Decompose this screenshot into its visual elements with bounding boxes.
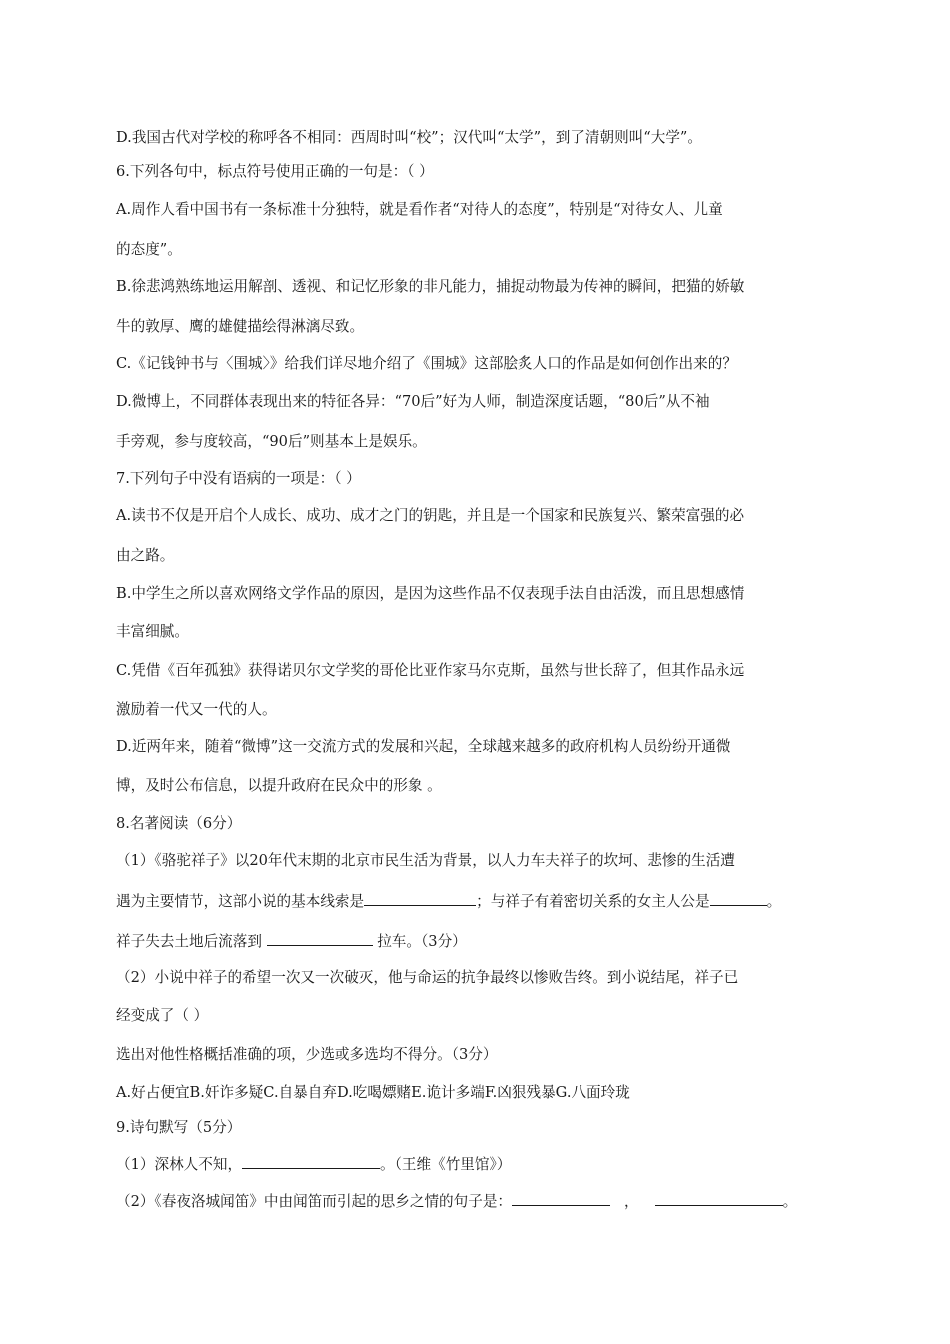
q9-part1-text-b: 。（王维《竹里馆》）	[380, 1156, 512, 1173]
q7-option-b-line1: B.中学生之所以喜欢网络文学作品的原因，是因为这些作品不仅表现手法自由活泼，而且思想感情	[116, 585, 745, 602]
q6-option-a-line2: 的态度”。	[116, 241, 182, 258]
q7-option-a-line2: 由之路。	[116, 547, 175, 564]
q6-option-d-line2: 手旁观，参与度较高，“90后”则基本上是娱乐。	[116, 433, 427, 450]
q8-options: A.好占便宜B.奸诈多疑C.自暴自弃D.吃喝嫖赌E.诡计多端F.凶狠残暴G.八面玲珑	[116, 1084, 630, 1101]
q8-part1-line1: （1）《骆驼祥子》以20年代末期的北京市民生活为背景，以人力车夫祥子的坎坷、悲惨的生活遭	[116, 852, 735, 869]
q7-option-c-line2: 激励着一代又一代的人。	[116, 701, 277, 718]
q7-option-d-line1: D.近两年来，随着“微博”这一交流方式的发展和兴起，全球越来越多的政府机构人员纷纷开通微	[116, 738, 731, 755]
answer-blank[interactable]	[710, 890, 767, 906]
q7-option-b-line2: 丰富细腻。	[116, 623, 189, 640]
q7-option-c-line1: C.凭借《百年孤独》获得诺贝尔文学奖的哥伦比亚作家马尔克斯，虽然与世长辞了，但其作品永远	[116, 662, 745, 679]
q9-part1-text-a: （1）深林人不知，	[116, 1156, 243, 1173]
q8-part1-text-b: ；与祥子有着密切关系的女主人公是	[476, 893, 710, 910]
q6-option-c: C.《记钱钟书与〈围城〉》给我们详尽地介绍了《围城》这部脍炙人口的作品是如何创作出来的？	[116, 355, 737, 372]
answer-blank[interactable]	[364, 890, 476, 906]
q8-part2-line1: （2）小说中祥子的希望一次又一次破灭，他与命运的抗争最终以惨败告终。到小说结尾，祥子已	[116, 969, 739, 986]
q9-part2-text-b: ，	[624, 1193, 639, 1210]
q9-part2-text-a: （2）《春夜洛城闻笛》中由闻笛而引起的思乡之情的句子是：	[116, 1193, 513, 1210]
q5-option-d: D.我国古代对学校的称呼各不相同：西周时叫“校”；汉代叫“太学”，到了清朝则叫“大学”。	[116, 129, 702, 146]
q6-option-b-line2: 牛的敦厚、鹰的雄健描绘得淋漓尽致。	[116, 318, 365, 335]
q8-part1-text-e: 拉车。（3分）	[372, 933, 467, 950]
q8-part1-text-a: 遇为主要情节，这部小说的基本线索是	[116, 893, 365, 910]
q8-part1-line3	[116, 930, 467, 952]
q6-stem: 6.下列各句中，标点符号使用正确的一句是：（ ）	[116, 163, 434, 180]
q8-part1-line2	[116, 890, 781, 912]
q8-part2-line3: 选出对他性格概括准确的项，少选或多选均不得分。（3分）	[116, 1046, 498, 1063]
q9-part1	[116, 1153, 511, 1175]
q8-part1-text-d: 祥子失去土地后流落到	[116, 933, 267, 950]
answer-blank[interactable]	[267, 930, 373, 946]
q6-option-d-line1: D.微博上，不同群体表现出来的特征各异：“70后”好为人师，制造深度话题，“80后”从不袖	[116, 393, 710, 410]
q9-part2-text-c: 。	[782, 1193, 798, 1210]
q8-part2-line2: 经变成了（ ）	[116, 1007, 209, 1024]
q7-option-a-line1: A.读书不仅是开启个人成长、成功、成才之门的钥匙，并且是一个国家和民族复兴、繁荣富强的必	[116, 507, 745, 524]
q9-part2	[116, 1190, 797, 1212]
answer-blank[interactable]	[655, 1190, 783, 1206]
q7-stem: 7.下列句子中没有语病的一项是：（ ）	[116, 470, 361, 487]
answer-blank[interactable]	[512, 1190, 610, 1206]
q6-option-b-line1: B.徐悲鸿熟练地运用解剖、透视、和记忆形象的非凡能力，捕捉动物最为传神的瞬间，把猫的娇敏	[116, 278, 745, 295]
q8-stem: 8.名著阅读（6分）	[116, 815, 242, 832]
answer-blank[interactable]	[242, 1153, 380, 1169]
q6-option-a-line1: A.周作人看中国书有一条标准十分独特，就是看作者“对待人的态度”，特别是“对待女人、儿童	[116, 201, 723, 218]
q8-part1-text-c: 。	[766, 893, 782, 910]
q7-option-d-line2: 博，及时公布信息，以提升政府在民众中的形象 。	[116, 777, 442, 794]
q9-stem: 9.诗句默写（5分）	[116, 1119, 242, 1136]
